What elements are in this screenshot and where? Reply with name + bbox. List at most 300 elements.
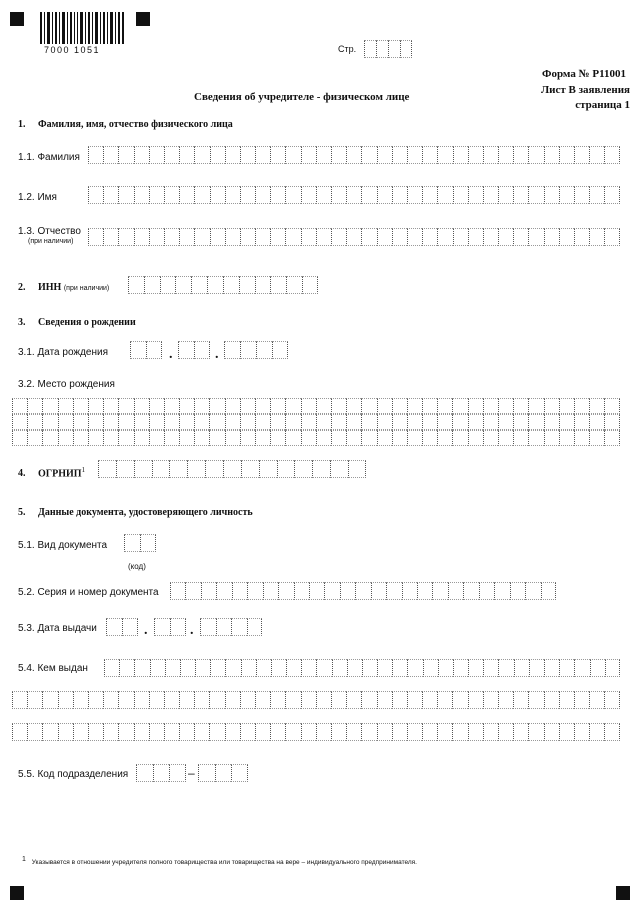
input-cell[interactable] xyxy=(346,228,361,246)
input-cell[interactable] xyxy=(316,691,331,709)
input-cell[interactable] xyxy=(152,460,170,478)
input-cell[interactable] xyxy=(590,659,605,677)
input-cell[interactable] xyxy=(194,186,209,204)
input-cell[interactable] xyxy=(438,659,453,677)
input-cell[interactable] xyxy=(103,186,118,204)
input-cell[interactable] xyxy=(453,659,468,677)
input-cell[interactable] xyxy=(285,723,300,741)
input-cell[interactable] xyxy=(604,691,619,709)
input-cell[interactable] xyxy=(270,691,285,709)
input-cell[interactable] xyxy=(407,414,422,430)
input-cell[interactable] xyxy=(544,414,559,430)
input-cell[interactable] xyxy=(364,40,376,58)
input-cell[interactable] xyxy=(432,582,447,600)
input-cell[interactable] xyxy=(164,414,179,430)
input-cell[interactable] xyxy=(361,414,376,430)
issued-by-cells-row2[interactable] xyxy=(12,691,620,709)
input-cell[interactable] xyxy=(118,723,133,741)
input-cell[interactable] xyxy=(452,398,467,414)
issue-day-cells[interactable] xyxy=(106,618,138,636)
input-cell[interactable] xyxy=(225,414,240,430)
input-cell[interactable] xyxy=(544,659,559,677)
input-cell[interactable] xyxy=(198,764,215,782)
input-cell[interactable] xyxy=(437,414,452,430)
input-cell[interactable] xyxy=(255,146,270,164)
input-cell[interactable] xyxy=(559,398,574,414)
input-cell[interactable] xyxy=(574,228,589,246)
input-cell[interactable] xyxy=(437,186,452,204)
input-cell[interactable] xyxy=(348,460,366,478)
input-cell[interactable] xyxy=(134,398,149,414)
input-cell[interactable] xyxy=(604,430,619,446)
input-cell[interactable] xyxy=(417,582,432,600)
input-cell[interactable] xyxy=(209,430,224,446)
input-cell[interactable] xyxy=(255,186,270,204)
input-cell[interactable] xyxy=(514,659,529,677)
input-cell[interactable] xyxy=(559,228,574,246)
input-cell[interactable] xyxy=(437,146,452,164)
input-cell[interactable] xyxy=(149,146,164,164)
input-cell[interactable] xyxy=(134,146,149,164)
input-cell[interactable] xyxy=(528,691,543,709)
input-cell[interactable] xyxy=(241,460,259,478)
input-cell[interactable] xyxy=(263,582,278,600)
input-cell[interactable] xyxy=(331,414,346,430)
input-cell[interactable] xyxy=(164,398,179,414)
input-cell[interactable] xyxy=(574,146,589,164)
input-cell[interactable] xyxy=(468,691,483,709)
input-cell[interactable] xyxy=(332,659,347,677)
input-cell[interactable] xyxy=(179,414,194,430)
input-cell[interactable] xyxy=(146,341,162,359)
input-cell[interactable] xyxy=(452,691,467,709)
input-cell[interactable] xyxy=(191,276,207,294)
input-cell[interactable] xyxy=(240,341,256,359)
input-cell[interactable] xyxy=(589,186,604,204)
input-cell[interactable] xyxy=(574,723,589,741)
input-cell[interactable] xyxy=(225,146,240,164)
input-cell[interactable] xyxy=(483,414,498,430)
input-cell[interactable] xyxy=(498,723,513,741)
input-cell[interactable] xyxy=(468,398,483,414)
input-cell[interactable] xyxy=(119,659,134,677)
input-cell[interactable] xyxy=(42,691,57,709)
input-cell[interactable] xyxy=(392,430,407,446)
input-cell[interactable] xyxy=(498,186,513,204)
input-cell[interactable] xyxy=(513,691,528,709)
input-cell[interactable] xyxy=(194,691,209,709)
input-cell[interactable] xyxy=(301,723,316,741)
input-cell[interactable] xyxy=(463,582,478,600)
input-cell[interactable] xyxy=(605,659,620,677)
input-cell[interactable] xyxy=(407,146,422,164)
input-cell[interactable] xyxy=(12,723,27,741)
input-cell[interactable] xyxy=(346,186,361,204)
input-cell[interactable] xyxy=(209,414,224,430)
input-cell[interactable] xyxy=(377,398,392,414)
input-cell[interactable] xyxy=(88,723,103,741)
input-cell[interactable] xyxy=(88,691,103,709)
input-cell[interactable] xyxy=(73,414,88,430)
input-cell[interactable] xyxy=(331,186,346,204)
input-cell[interactable] xyxy=(346,414,361,430)
input-cell[interactable] xyxy=(154,618,170,636)
issued-by-cells-row1[interactable] xyxy=(104,659,620,677)
issue-year-cells[interactable] xyxy=(200,618,262,636)
input-cell[interactable] xyxy=(240,691,255,709)
input-cell[interactable] xyxy=(452,414,467,430)
input-cell[interactable] xyxy=(128,276,144,294)
input-cell[interactable] xyxy=(479,582,494,600)
input-cell[interactable] xyxy=(149,186,164,204)
input-cell[interactable] xyxy=(377,723,392,741)
input-cell[interactable] xyxy=(270,228,285,246)
input-cell[interactable] xyxy=(331,146,346,164)
input-cell[interactable] xyxy=(209,398,224,414)
input-cell[interactable] xyxy=(346,398,361,414)
input-cell[interactable] xyxy=(285,398,300,414)
input-cell[interactable] xyxy=(255,228,270,246)
input-cell[interactable] xyxy=(73,398,88,414)
input-cell[interactable] xyxy=(134,723,149,741)
input-cell[interactable] xyxy=(88,398,103,414)
birth-month-cells[interactable] xyxy=(178,341,210,359)
input-cell[interactable] xyxy=(149,430,164,446)
input-cell[interactable] xyxy=(498,659,513,677)
input-cell[interactable] xyxy=(179,186,194,204)
input-cell[interactable] xyxy=(361,146,376,164)
input-cell[interactable] xyxy=(301,146,316,164)
birth-place-cells-row2[interactable] xyxy=(12,414,620,430)
input-cell[interactable] xyxy=(604,414,619,430)
input-cell[interactable] xyxy=(494,582,509,600)
input-cell[interactable] xyxy=(179,146,194,164)
input-cell[interactable] xyxy=(559,146,574,164)
input-cell[interactable] xyxy=(210,146,225,164)
input-cell[interactable] xyxy=(42,414,57,430)
input-cell[interactable] xyxy=(437,723,452,741)
input-cell[interactable] xyxy=(544,228,559,246)
input-cell[interactable] xyxy=(559,430,574,446)
input-cell[interactable] xyxy=(377,228,392,246)
input-cell[interactable] xyxy=(194,228,209,246)
input-cell[interactable] xyxy=(544,723,559,741)
input-cell[interactable] xyxy=(528,228,543,246)
input-cell[interactable] xyxy=(422,723,437,741)
input-cell[interactable] xyxy=(316,659,331,677)
input-cell[interactable] xyxy=(270,430,285,446)
input-cell[interactable] xyxy=(559,414,574,430)
input-cell[interactable] xyxy=(513,146,528,164)
input-cell[interactable] xyxy=(294,582,309,600)
input-cell[interactable] xyxy=(559,659,574,677)
input-cell[interactable] xyxy=(224,341,240,359)
input-cell[interactable] xyxy=(272,341,288,359)
input-cell[interactable] xyxy=(468,659,483,677)
input-cell[interactable] xyxy=(210,186,225,204)
input-cell[interactable] xyxy=(209,723,224,741)
input-cell[interactable] xyxy=(316,414,331,430)
input-cell[interactable] xyxy=(376,40,388,58)
input-cell[interactable] xyxy=(185,582,200,600)
input-cell[interactable] xyxy=(270,398,285,414)
input-cell[interactable] xyxy=(498,414,513,430)
input-cell[interactable] xyxy=(574,186,589,204)
page-number-cells[interactable] xyxy=(364,40,412,58)
input-cell[interactable] xyxy=(240,228,255,246)
patronymic-cells[interactable] xyxy=(88,228,620,246)
input-cell[interactable] xyxy=(498,430,513,446)
series-number-cells[interactable] xyxy=(170,582,556,600)
input-cell[interactable] xyxy=(149,691,164,709)
input-cell[interactable] xyxy=(340,582,355,600)
input-cell[interactable] xyxy=(270,276,286,294)
input-cell[interactable] xyxy=(27,691,42,709)
input-cell[interactable] xyxy=(377,430,392,446)
input-cell[interactable] xyxy=(223,460,241,478)
input-cell[interactable] xyxy=(164,723,179,741)
input-cell[interactable] xyxy=(361,691,376,709)
input-cell[interactable] xyxy=(164,228,179,246)
input-cell[interactable] xyxy=(179,691,194,709)
input-cell[interactable] xyxy=(207,276,223,294)
input-cell[interactable] xyxy=(58,414,73,430)
input-cell[interactable] xyxy=(255,414,270,430)
input-cell[interactable] xyxy=(225,659,240,677)
input-cell[interactable] xyxy=(164,430,179,446)
input-cell[interactable] xyxy=(422,430,437,446)
input-cell[interactable] xyxy=(574,659,589,677)
input-cell[interactable] xyxy=(88,430,103,446)
input-cell[interactable] xyxy=(422,691,437,709)
input-cell[interactable] xyxy=(240,398,255,414)
input-cell[interactable] xyxy=(27,430,42,446)
input-cell[interactable] xyxy=(194,723,209,741)
input-cell[interactable] xyxy=(513,723,528,741)
input-cell[interactable] xyxy=(355,582,370,600)
input-cell[interactable] xyxy=(73,430,88,446)
input-cell[interactable] xyxy=(149,414,164,430)
input-cell[interactable] xyxy=(498,146,513,164)
input-cell[interactable] xyxy=(58,691,73,709)
input-cell[interactable] xyxy=(294,460,312,478)
input-cell[interactable] xyxy=(285,430,300,446)
input-cell[interactable] xyxy=(88,186,103,204)
input-cell[interactable] xyxy=(377,414,392,430)
input-cell[interactable] xyxy=(98,460,116,478)
input-cell[interactable] xyxy=(422,146,437,164)
input-cell[interactable] xyxy=(225,723,240,741)
input-cell[interactable] xyxy=(231,764,248,782)
input-cell[interactable] xyxy=(118,414,133,430)
input-cell[interactable] xyxy=(42,723,57,741)
input-cell[interactable] xyxy=(88,414,103,430)
input-cell[interactable] xyxy=(392,398,407,414)
input-cell[interactable] xyxy=(544,691,559,709)
input-cell[interactable] xyxy=(574,691,589,709)
input-cell[interactable] xyxy=(170,582,185,600)
birth-place-cells-row1[interactable] xyxy=(12,398,620,414)
input-cell[interactable] xyxy=(42,398,57,414)
birth-year-cells[interactable] xyxy=(224,341,288,359)
input-cell[interactable] xyxy=(407,691,422,709)
input-cell[interactable] xyxy=(589,723,604,741)
input-cell[interactable] xyxy=(301,659,316,677)
input-cell[interactable] xyxy=(103,398,118,414)
input-cell[interactable] xyxy=(377,691,392,709)
input-cell[interactable] xyxy=(574,414,589,430)
input-cell[interactable] xyxy=(422,186,437,204)
input-cell[interactable] xyxy=(377,659,392,677)
input-cell[interactable] xyxy=(210,659,225,677)
input-cell[interactable] xyxy=(247,582,262,600)
input-cell[interactable] xyxy=(58,398,73,414)
input-cell[interactable] xyxy=(483,659,498,677)
input-cell[interactable] xyxy=(331,691,346,709)
input-cell[interactable] xyxy=(194,146,209,164)
input-cell[interactable] xyxy=(180,659,195,677)
input-cell[interactable] xyxy=(240,430,255,446)
input-cell[interactable] xyxy=(448,582,463,600)
input-cell[interactable] xyxy=(103,414,118,430)
input-cell[interactable] xyxy=(574,398,589,414)
input-cell[interactable] xyxy=(225,228,240,246)
input-cell[interactable] xyxy=(347,659,362,677)
input-cell[interactable] xyxy=(589,398,604,414)
input-cell[interactable] xyxy=(544,146,559,164)
input-cell[interactable] xyxy=(513,430,528,446)
input-cell[interactable] xyxy=(12,398,27,414)
input-cell[interactable] xyxy=(150,659,165,677)
input-cell[interactable] xyxy=(270,723,285,741)
input-cell[interactable] xyxy=(468,228,483,246)
input-cell[interactable] xyxy=(256,341,272,359)
input-cell[interactable] xyxy=(453,146,468,164)
dept-code-cells-2[interactable] xyxy=(198,764,248,782)
input-cell[interactable] xyxy=(179,398,194,414)
input-cell[interactable] xyxy=(392,659,407,677)
input-cell[interactable] xyxy=(362,659,377,677)
input-cell[interactable] xyxy=(170,618,186,636)
input-cell[interactable] xyxy=(12,430,27,446)
input-cell[interactable] xyxy=(483,430,498,446)
input-cell[interactable] xyxy=(164,691,179,709)
input-cell[interactable] xyxy=(164,146,179,164)
input-cell[interactable] xyxy=(498,398,513,414)
input-cell[interactable] xyxy=(285,414,300,430)
input-cell[interactable] xyxy=(27,414,42,430)
input-cell[interactable] xyxy=(116,460,134,478)
input-cell[interactable] xyxy=(513,398,528,414)
input-cell[interactable] xyxy=(468,723,483,741)
surname-cells[interactable] xyxy=(88,146,620,164)
input-cell[interactable] xyxy=(559,723,574,741)
input-cell[interactable] xyxy=(301,691,316,709)
input-cell[interactable] xyxy=(73,691,88,709)
input-cell[interactable] xyxy=(604,723,619,741)
input-cell[interactable] xyxy=(377,186,392,204)
input-cell[interactable] xyxy=(187,460,205,478)
input-cell[interactable] xyxy=(278,582,293,600)
input-cell[interactable] xyxy=(437,430,452,446)
input-cell[interactable] xyxy=(407,430,422,446)
input-cell[interactable] xyxy=(178,341,194,359)
input-cell[interactable] xyxy=(106,618,122,636)
input-cell[interactable] xyxy=(12,691,27,709)
input-cell[interactable] xyxy=(452,723,467,741)
input-cell[interactable] xyxy=(407,398,422,414)
input-cell[interactable] xyxy=(200,618,216,636)
input-cell[interactable] xyxy=(134,659,149,677)
input-cell[interactable] xyxy=(453,228,468,246)
input-cell[interactable] xyxy=(604,146,619,164)
input-cell[interactable] xyxy=(453,186,468,204)
input-cell[interactable] xyxy=(437,398,452,414)
input-cell[interactable] xyxy=(392,414,407,430)
input-cell[interactable] xyxy=(285,228,300,246)
input-cell[interactable] xyxy=(240,146,255,164)
input-cell[interactable] xyxy=(12,414,27,430)
input-cell[interactable] xyxy=(209,691,224,709)
input-cell[interactable] xyxy=(392,186,407,204)
input-cell[interactable] xyxy=(316,228,331,246)
input-cell[interactable] xyxy=(118,186,133,204)
input-cell[interactable] xyxy=(286,659,301,677)
input-cell[interactable] xyxy=(136,764,153,782)
input-cell[interactable] xyxy=(122,618,138,636)
input-cell[interactable] xyxy=(361,430,376,446)
input-cell[interactable] xyxy=(559,186,574,204)
issue-month-cells[interactable] xyxy=(154,618,186,636)
input-cell[interactable] xyxy=(285,146,300,164)
input-cell[interactable] xyxy=(544,430,559,446)
input-cell[interactable] xyxy=(277,460,295,478)
doc-type-cells[interactable] xyxy=(124,534,156,552)
input-cell[interactable] xyxy=(179,228,194,246)
input-cell[interactable] xyxy=(124,534,140,552)
input-cell[interactable] xyxy=(423,659,438,677)
input-cell[interactable] xyxy=(528,146,543,164)
input-cell[interactable] xyxy=(225,691,240,709)
input-cell[interactable] xyxy=(205,460,223,478)
input-cell[interactable] xyxy=(392,691,407,709)
input-cell[interactable] xyxy=(498,691,513,709)
input-cell[interactable] xyxy=(544,398,559,414)
input-cell[interactable] xyxy=(316,723,331,741)
input-cell[interactable] xyxy=(240,414,255,430)
ogrnip-cells[interactable] xyxy=(98,460,366,478)
input-cell[interactable] xyxy=(528,723,543,741)
input-cell[interactable] xyxy=(88,228,103,246)
input-cell[interactable] xyxy=(324,582,339,600)
input-cell[interactable] xyxy=(103,228,118,246)
input-cell[interactable] xyxy=(134,430,149,446)
input-cell[interactable] xyxy=(259,460,277,478)
input-cell[interactable] xyxy=(134,186,149,204)
input-cell[interactable] xyxy=(346,146,361,164)
name-cells[interactable] xyxy=(88,186,620,204)
input-cell[interactable] xyxy=(371,582,386,600)
input-cell[interactable] xyxy=(232,582,247,600)
input-cell[interactable] xyxy=(468,186,483,204)
input-cell[interactable] xyxy=(270,146,285,164)
input-cell[interactable] xyxy=(134,691,149,709)
input-cell[interactable] xyxy=(42,430,57,446)
input-cell[interactable] xyxy=(149,228,164,246)
input-cell[interactable] xyxy=(513,414,528,430)
input-cell[interactable] xyxy=(169,764,186,782)
input-cell[interactable] xyxy=(361,228,376,246)
